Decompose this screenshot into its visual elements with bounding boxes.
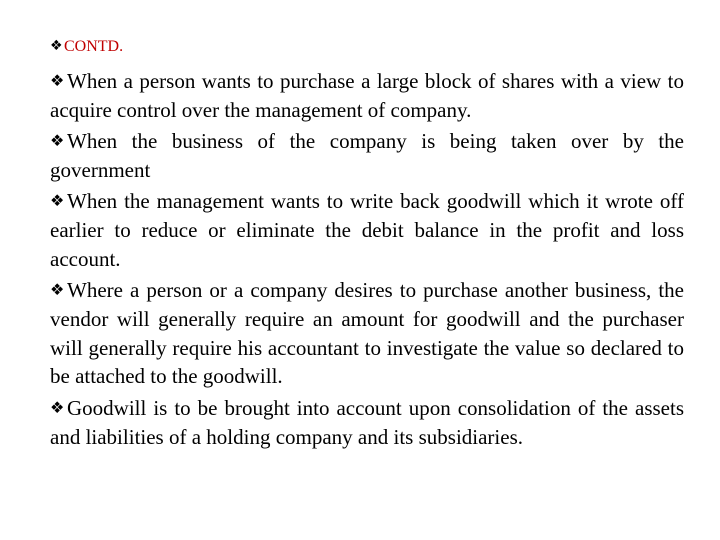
bullet-item <box>50 187 684 273</box>
diamond-bullet-icon: ❖ <box>50 280 65 300</box>
bullet-item <box>50 276 684 391</box>
diamond-bullet-icon: ❖ <box>50 38 63 54</box>
slide-content <box>50 34 684 454</box>
diamond-bullet-icon: ❖ <box>50 191 65 211</box>
diamond-bullet-icon: ❖ <box>50 71 65 90</box>
diamond-bullet-icon: ❖ <box>50 131 65 151</box>
bullet-text: Goodwill is to be brought into account upon consolidation of the assets and liabilities of a holding company and its subsidiaries. <box>50 395 684 449</box>
bullet-text: When a person wants to purchase a large block of shares with a view to acquire control over the management of company. <box>50 69 684 122</box>
bullet-item <box>50 127 684 185</box>
heading-label: CONTD. <box>64 38 124 55</box>
bullet-item <box>50 394 684 452</box>
slide-heading <box>50 34 684 59</box>
diamond-bullet-icon: ❖ <box>50 397 65 417</box>
bullet-text: When the management wants to write back goodwill which it wrote off earlier to reduce or eliminate the debit balance in the profit and loss account. <box>50 189 684 271</box>
bullet-text: Where a person or a company desires to purchase another business, the vendor will generally require an amount for goodwill and the purchaser will generally require his accountant to investigate the value so declared to be attached to the goodwill. <box>50 278 684 389</box>
bullet-list <box>50 67 684 451</box>
bullet-item <box>50 67 684 125</box>
bullet-text: When the business of the company is being taken over by the government <box>50 129 684 182</box>
